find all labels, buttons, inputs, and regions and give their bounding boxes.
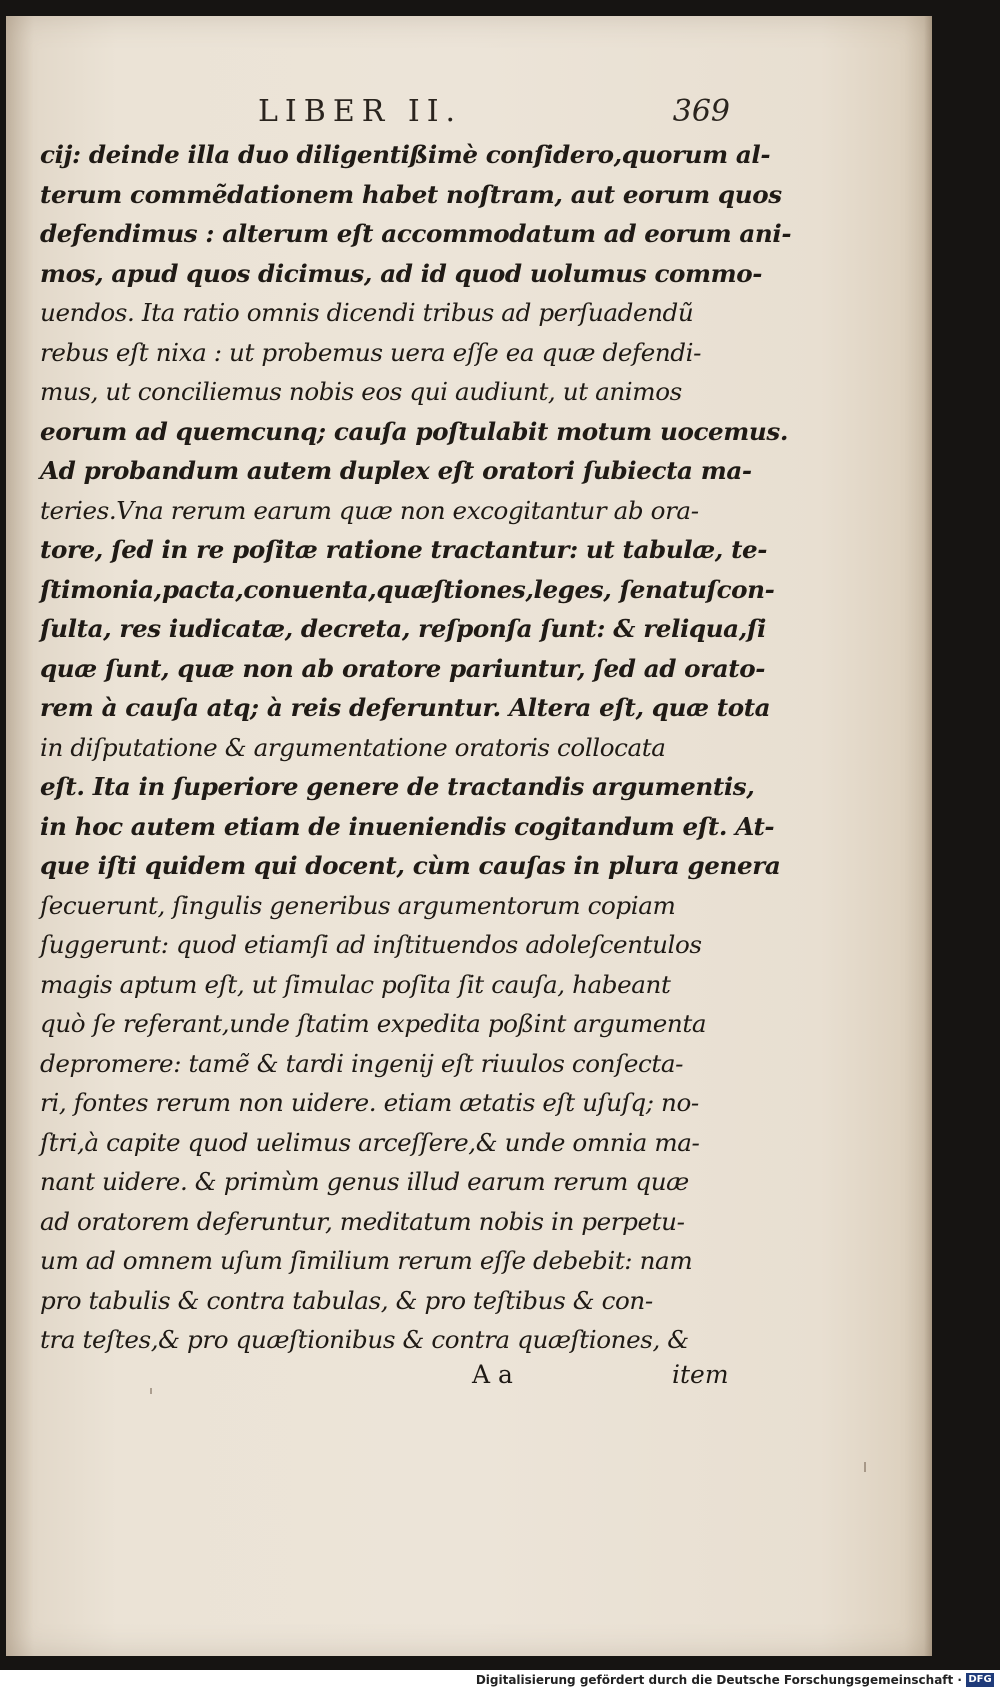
text-line: rem à cauſa atq; à reis deferuntur. Altera eſt, quæ tota bbox=[40, 693, 771, 722]
text-line: in diſputatione & argumentatione oratoris collocata bbox=[40, 732, 666, 762]
text-line: defendimus : alterum eſt accommodatum ad eorum ani- bbox=[40, 219, 792, 248]
dfg-logo-icon: DFG bbox=[966, 1673, 994, 1687]
body-text bbox=[40, 135, 792, 1360]
text-line: pro tabulis & contra tabulas, & pro teſtibus & con- bbox=[40, 1285, 653, 1315]
text-line: ſuggerunt: quod etiamſi ad inſtituendos adoleſcentulos bbox=[40, 930, 702, 959]
text-line: in hoc autem etiam de inueniendis cogitandum eſt. At- bbox=[40, 811, 775, 841]
running-head bbox=[40, 94, 730, 134]
signature-row bbox=[40, 1360, 740, 1400]
text-line: ſtimonia,pacta,conuenta,quæſtiones,leges, ſenatuſcon- bbox=[40, 574, 775, 604]
text-line: mos, apud quos dicimus, ad id quod uolumus commo- bbox=[40, 258, 763, 288]
text-line: rebus eſt nixa : ut probemus uera eſſe ea quæ defendi- bbox=[40, 337, 702, 367]
running-title: LIBER II. bbox=[258, 94, 463, 129]
text-line: teries.Vna rerum earum quæ non excogitantur ab ora- bbox=[40, 495, 699, 525]
paper-speck bbox=[150, 1388, 152, 1394]
text-line: que iſti quidem qui docent, cùm cauſas in plura genera bbox=[40, 851, 781, 880]
text-line: quò ſe referant,unde ſtatim expedita poßint argumenta bbox=[40, 1009, 707, 1038]
text-line: mus, ut conciliemus nobis eos qui audiunt, ut animos bbox=[40, 377, 682, 406]
catchword: item bbox=[672, 1360, 729, 1389]
text-line: quæ ſunt, quæ non ab oratore pariuntur, ſed ad orato- bbox=[40, 653, 766, 683]
text-line: ſtri,à capite quod uelimus arceſſere,& unde omnia ma- bbox=[40, 1127, 700, 1157]
page-edge-shadow bbox=[924, 16, 932, 1656]
text-line: depromere: tamẽ & tardi ingenij eſt riuulos conſecta- bbox=[40, 1048, 683, 1078]
text-line: nant uidere. & primùm genus illud earum rerum quæ bbox=[40, 1167, 689, 1196]
text-line: cij: deinde illa duo diligentißimè conſidero,quorum al- bbox=[40, 140, 771, 169]
text-line: eorum ad quemcunq; cauſa poſtulabit motum uocemus. bbox=[40, 416, 788, 446]
text-line: ad oratorem deferuntur, meditatum nobis in perpetu- bbox=[40, 1206, 685, 1236]
text-line: ſecuerunt, ſingulis generibus argumentorum copiam bbox=[40, 890, 676, 920]
text-line: magis aptum eſt, ut ſimulac poſita ſit cauſa, habeant bbox=[40, 969, 671, 999]
digitization-footer bbox=[0, 1670, 1000, 1693]
text-line: tra teſtes,& pro quæſtionibus & contra quæſtiones, & bbox=[40, 1325, 689, 1354]
funding-credit: Digitalisierung gefördert durch die Deutsche Forschungsgemeinschaft · bbox=[475, 1673, 962, 1687]
text-line: ſulta, res iudicatæ, decreta, reſponſa ſunt: & reliqua,ſi bbox=[40, 614, 766, 643]
text-line: Ad probandum autem duplex eſt oratori ſubiecta ma- bbox=[40, 456, 752, 485]
text-line: terum commẽdationem habet noſtram, aut eorum quos bbox=[40, 179, 782, 209]
text-line: uendos. Ita ratio omnis dicendi tribus ad perſuadendũ bbox=[40, 298, 694, 327]
paper-speck bbox=[864, 1462, 866, 1472]
text-line: tore, ſed in re poſitæ ratione tractantur: ut tabulæ, te- bbox=[40, 535, 768, 564]
text-line: ri, fontes rerum non uidere. etiam ætatis eſt uſuſq; no- bbox=[40, 1088, 699, 1117]
page-number: 369 bbox=[672, 94, 730, 129]
text-line: um ad omnem uſum ſimilium rerum eſſe debebit: nam bbox=[40, 1246, 693, 1275]
text-line: eſt. Ita in ſuperiore genere de tractandis argumentis, bbox=[40, 772, 755, 801]
signature-mark: A a bbox=[472, 1360, 513, 1389]
